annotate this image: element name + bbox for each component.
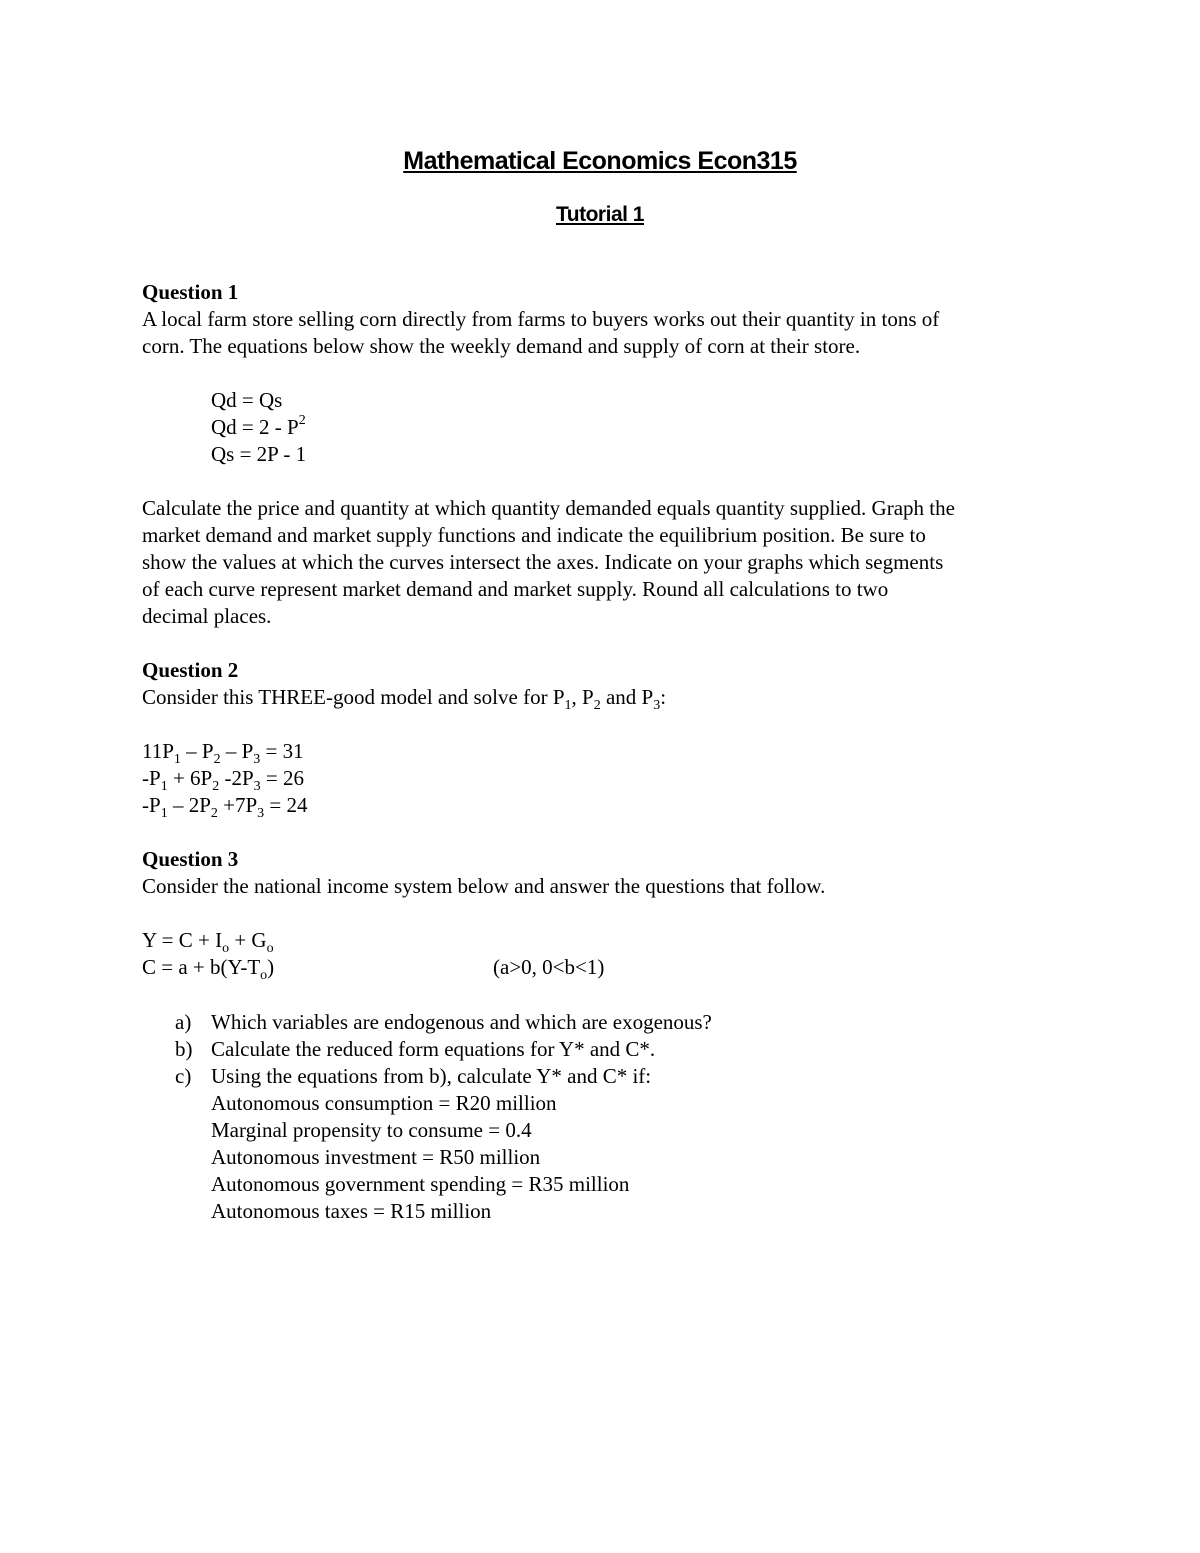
question-1-task-line: market demand and market supply functions and indicate the equilibrium position. Be sure to [142,523,926,547]
question-2-heading: Question 2 [142,658,239,682]
equation-good-1: $11P_1 - P_2 - P_3 = 31$ [142,739,304,768]
page-subtitle: Tutorial 1 [556,203,644,226]
question-1-intro-line: corn. The equations below show the weekly demand and supply of corn at their store. [142,334,861,358]
question-1-intro-line: A local farm store selling corn directly from farms to buyers works out their quantity in tons of [142,307,940,331]
equation-equilibrium: Qd = Qs [211,388,283,412]
question-3 [142,846,1082,984]
page-title: Mathematical Economics Econ315 [403,147,797,175]
question-1 [142,279,1082,630]
question-2 [142,657,1082,822]
equation-good-2: $-P_1 + 6P_2$ $-2P_3 = 26$ [142,766,304,795]
question-1-task-line: Calculate the price and quantity at which quantity demanded equals quantity supplied. Graph the [142,496,955,520]
question-1-task-line: show the values at which the curves intersect the axes. Indicate on your graphs which segments [142,550,944,574]
parameter-condition: (a>0, 0<b<1) [493,955,605,979]
equation-consumption: $C = a + b(Y-T_o)$ (a>0, 0<b<1) [142,955,605,984]
question-3-intro: Consider the national income system below and answer the questions that follow. [142,874,826,898]
question-2-intro: Consider this THREE-good model and solve for $P_1$, $P_2$ and $P_3$: [142,685,667,714]
equation-supply: Qs = 2P - 1 [211,442,307,466]
equation-demand: $Qd = 2 - P^2$ [211,413,306,439]
question-3-heading: Question 3 [142,847,239,871]
equation-income: $Y = C + I_o + G_o$ [142,928,274,957]
equation-good-3: $-P_1 - 2P_2 +7P_3 = 24$ [142,793,308,822]
question-1-task-line: of each curve represent market demand and market supply. Round all calculations to two [142,577,889,601]
question-1-heading: Question 1 [142,280,239,304]
question-1-task-line: decimal places. [142,604,272,628]
